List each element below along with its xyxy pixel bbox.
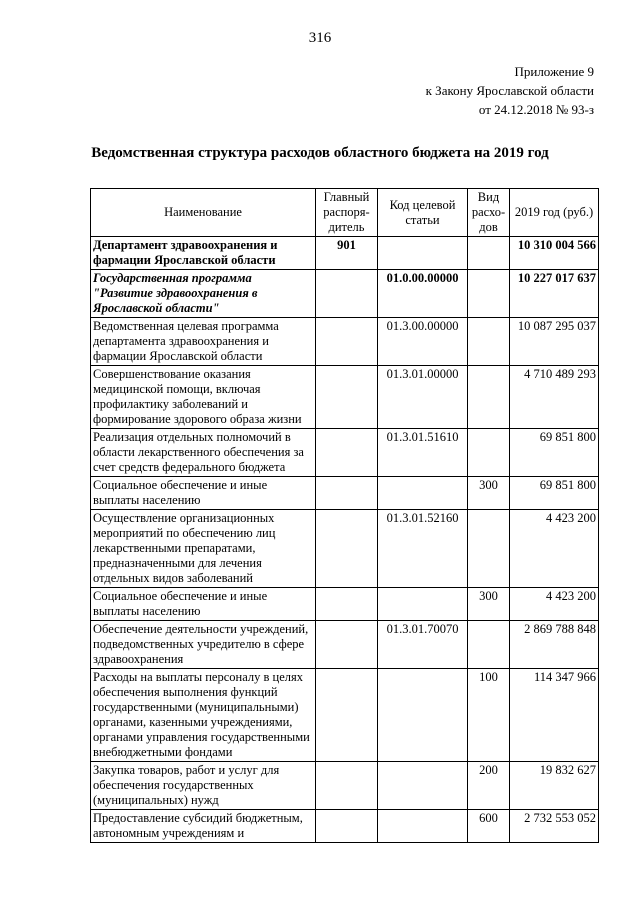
cell-amount: 69 851 800 — [510, 429, 599, 477]
cell-code: 01.3.01.51610 — [378, 429, 468, 477]
cell-code: 01.0.00.00000 — [378, 270, 468, 318]
table-row — [91, 366, 599, 429]
cell-code: 01.3.01.52160 — [378, 510, 468, 588]
cell-rasp — [316, 318, 378, 366]
cell-amount: 2 869 788 848 — [510, 621, 599, 669]
cell-code: 01.3.01.70070 — [378, 621, 468, 669]
cell-rasp — [316, 366, 378, 429]
cell-name: Социальное обеспечение и иные выплаты населению — [91, 588, 316, 621]
header-code: Код целевой статьи — [378, 189, 468, 237]
cell-code — [378, 810, 468, 843]
cell-amount: 10 310 004 566 — [510, 237, 599, 270]
cell-name: Закупка товаров, работ и услуг для обеспечения государственных (муниципальных) нужд — [91, 762, 316, 810]
cell-rasp — [316, 510, 378, 588]
cell-amount: 2 732 553 052 — [510, 810, 599, 843]
appendix-line-1: Приложение 9 — [514, 64, 594, 79]
cell-amount: 10 087 295 037 — [510, 318, 599, 366]
cell-vid — [468, 621, 510, 669]
cell-vid — [468, 366, 510, 429]
cell-rasp — [316, 669, 378, 762]
cell-code — [378, 669, 468, 762]
cell-name: Предоставление субсидий бюджетным, автономным учреждениям и — [91, 810, 316, 843]
cell-name: Департамент здравоохранения и фармации Ярославской области — [91, 237, 316, 270]
cell-rasp — [316, 477, 378, 510]
cell-name: Государственная программа "Развитие здравоохранения в Ярославской области" — [91, 270, 316, 318]
cell-rasp — [316, 270, 378, 318]
cell-vid — [468, 510, 510, 588]
table-header-row — [91, 189, 599, 237]
cell-amount: 69 851 800 — [510, 477, 599, 510]
cell-name: Обеспечение деятельности учреждений, подведомственных учредителю в сфере здравоохранения — [91, 621, 316, 669]
cell-vid: 600 — [468, 810, 510, 843]
cell-code: 01.3.01.00000 — [378, 366, 468, 429]
cell-vid — [468, 270, 510, 318]
document-title: Ведомственная структура расходов областного бюджета на 2019 год — [91, 145, 549, 161]
table-row — [91, 237, 599, 270]
cell-rasp — [316, 762, 378, 810]
table-row — [91, 429, 599, 477]
page-number: 316 — [308, 30, 332, 46]
cell-name: Ведомственная целевая программа департамента здравоохранения и фармации Ярославской области — [91, 318, 316, 366]
cell-rasp — [316, 810, 378, 843]
cell-code — [378, 588, 468, 621]
cell-amount: 19 832 627 — [510, 762, 599, 810]
table-row — [91, 762, 599, 810]
cell-vid: 200 — [468, 762, 510, 810]
header-name: Наименование — [91, 189, 316, 237]
cell-amount: 4 710 489 293 — [510, 366, 599, 429]
table-row — [91, 510, 599, 588]
cell-rasp — [316, 588, 378, 621]
table-row — [91, 810, 599, 843]
table-row — [91, 477, 599, 510]
cell-vid: 100 — [468, 669, 510, 762]
cell-amount: 4 423 200 — [510, 588, 599, 621]
table-row — [91, 318, 599, 366]
cell-code: 01.3.00.00000 — [378, 318, 468, 366]
cell-vid — [468, 429, 510, 477]
cell-name: Реализация отдельных полномочий в области лекарственного обеспечения за счет средств федерального бюджета — [91, 429, 316, 477]
header-vid: Вид расхо-дов — [468, 189, 510, 237]
table-row — [91, 669, 599, 762]
table-row — [91, 588, 599, 621]
cell-amount: 114 347 966 — [510, 669, 599, 762]
appendix-line-2: к Закону Ярославской области — [425, 83, 594, 98]
cell-amount: 4 423 200 — [510, 510, 599, 588]
table-row — [91, 621, 599, 669]
budget-table — [90, 188, 599, 843]
cell-vid — [468, 237, 510, 270]
cell-code — [378, 762, 468, 810]
cell-rasp: 901 — [316, 237, 378, 270]
cell-vid: 300 — [468, 588, 510, 621]
header-rasp: Главный распоря-дитель — [316, 189, 378, 237]
header-amount: 2019 год (руб.) — [510, 189, 599, 237]
cell-rasp — [316, 429, 378, 477]
cell-rasp — [316, 621, 378, 669]
appendix-note — [426, 62, 594, 119]
cell-code — [378, 477, 468, 510]
cell-code — [378, 237, 468, 270]
appendix-line-3: от 24.12.2018 № 93-з — [478, 102, 594, 117]
cell-name: Совершенствование оказания медицинской помощи, включая профилактику заболеваний и формирование здорового образа жизни — [91, 366, 316, 429]
cell-vid: 300 — [468, 477, 510, 510]
table-row — [91, 270, 599, 318]
cell-name: Расходы на выплаты персоналу в целях обеспечения выполнения функций государственными (муниципальными) органами, казенными учреждениями, органами управления государственными внебюджетными фондами — [91, 669, 316, 762]
cell-name: Социальное обеспечение и иные выплаты населению — [91, 477, 316, 510]
cell-vid — [468, 318, 510, 366]
cell-name: Осуществление организационных мероприятий по обеспечению лиц лекарственными препаратами, предназначенными для лечения отдельных видов заболеваний — [91, 510, 316, 588]
cell-amount: 10 227 017 637 — [510, 270, 599, 318]
